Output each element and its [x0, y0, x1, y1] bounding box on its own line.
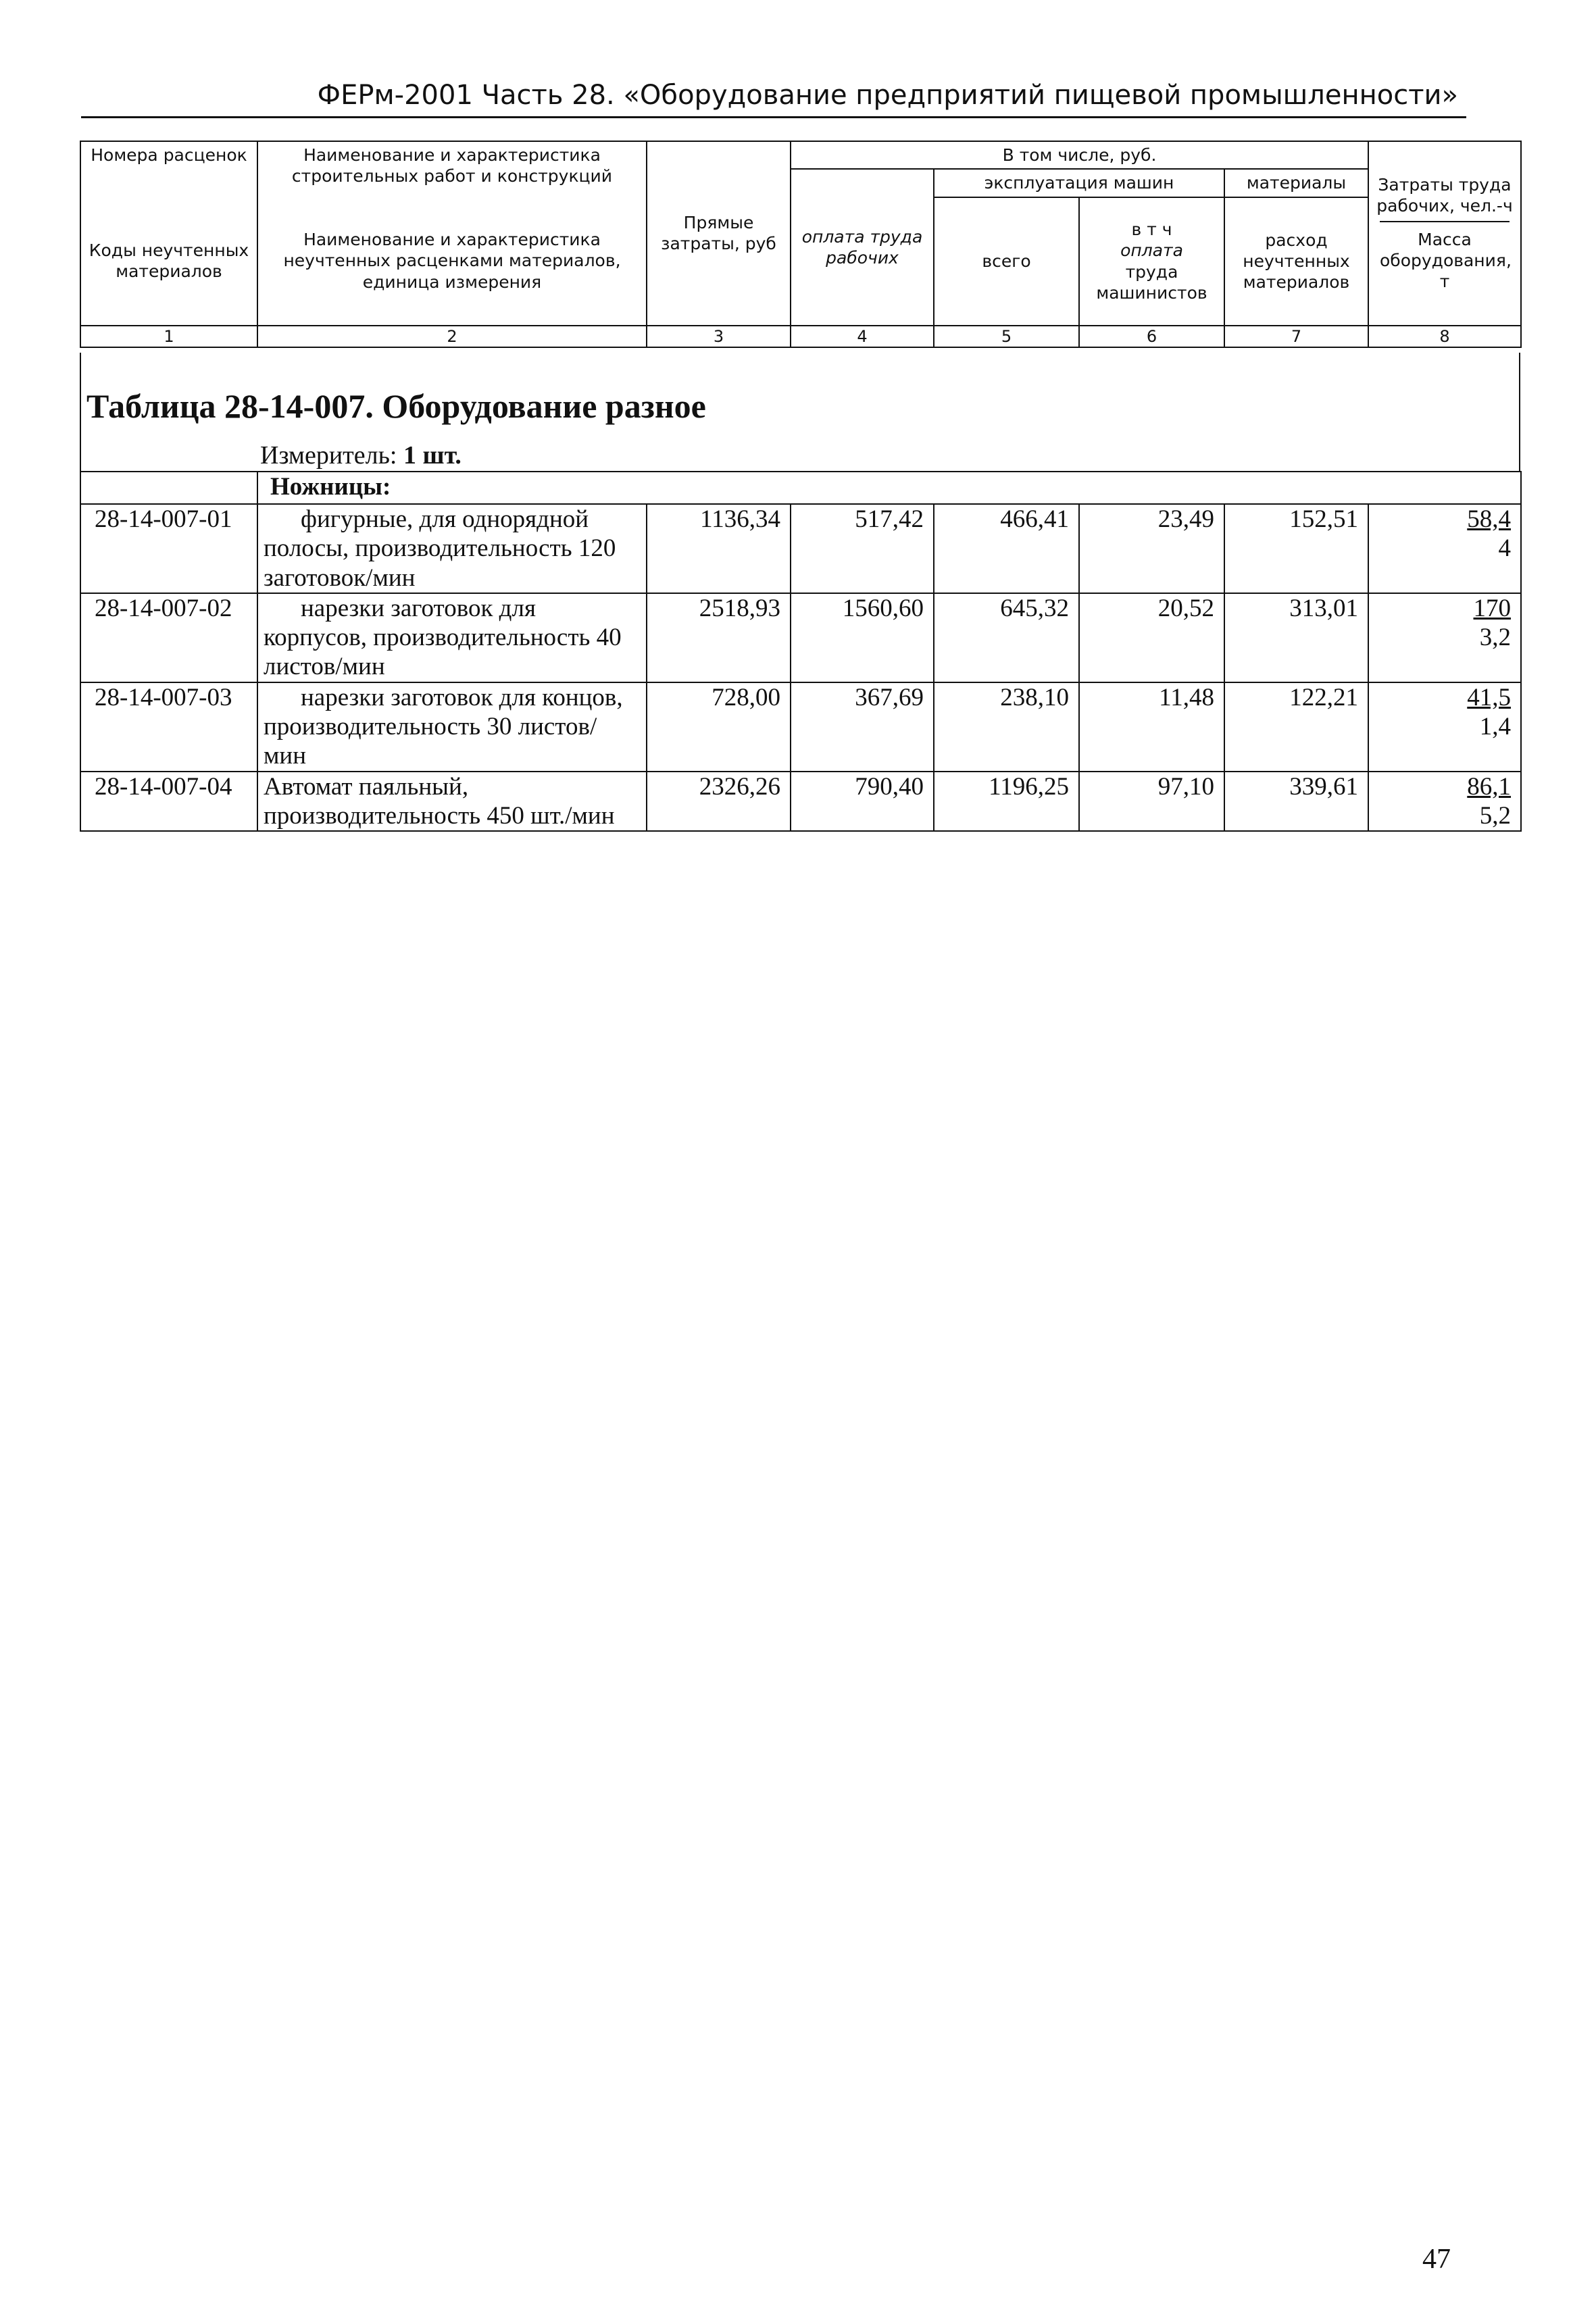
- equipment-mass: 1,4: [1479, 712, 1511, 740]
- operator-pay: 97,10: [1079, 772, 1224, 832]
- column-number: 8: [1368, 326, 1521, 347]
- header-direct-costs: Прямые затраты, руб: [647, 141, 791, 326]
- group-label-text: Ножницы:: [270, 473, 391, 501]
- labor-hours: 86,1: [1467, 772, 1511, 801]
- operator-pay: 11,48: [1079, 682, 1224, 772]
- direct-costs: 2518,93: [647, 593, 791, 682]
- labor-mass-cell: [1368, 772, 1521, 832]
- labor-hours: 58,4: [1467, 505, 1511, 533]
- operator-pay: 23,49: [1079, 504, 1224, 593]
- column-number: 7: [1224, 326, 1368, 347]
- machines-total: 466,41: [934, 504, 1079, 593]
- header-worker-pay: оплата труда рабочих: [791, 169, 934, 325]
- header-materials: материалы: [1224, 169, 1368, 197]
- measure-value: 1 шт.: [403, 441, 462, 470]
- rate-code: 28-14-007-01: [80, 504, 257, 593]
- header-equipment-mass: Масса оборудования, т: [1380, 221, 1510, 293]
- header-operator-pay-b: оплата: [1120, 241, 1183, 261]
- labor-mass-cell: [1368, 593, 1521, 682]
- rate-description: Автомат паяльный, производительность 450 шт./мин: [257, 772, 647, 832]
- page-header: [81, 80, 1466, 118]
- header-material-codes: Коды неучтенных материалов: [80, 197, 257, 326]
- labor-hours: 170: [1473, 594, 1511, 622]
- header-machines-total: всего: [934, 197, 1079, 326]
- rate-description: фигурные, для однорядной полосы, производительность 120 заготовок/мин: [257, 504, 647, 593]
- rate-code: 28-14-007-04: [80, 772, 257, 832]
- rate-code: 28-14-007-03: [80, 682, 257, 772]
- measure-label: Измеритель:: [260, 441, 397, 470]
- machines-total: 1196,25: [934, 772, 1079, 832]
- labor-pay: 1560,60: [791, 593, 934, 682]
- measure-line: [260, 441, 462, 470]
- rate-code: 28-14-007-02: [80, 593, 257, 682]
- materials: 152,51: [1224, 504, 1368, 593]
- header-labor-costs: Затраты труда рабочих, чел.-ч: [1376, 175, 1513, 216]
- direct-costs: 1136,34: [647, 504, 791, 593]
- labor-pay: 367,69: [791, 682, 934, 772]
- table-row: [80, 682, 1521, 772]
- header-material-consumption: расход неучтенных материалов: [1224, 197, 1368, 326]
- rate-description: нарезки заготовок для корпусов, производительность 40 листов/мин: [257, 593, 647, 682]
- header-operator-pay-c: труда машинистов: [1096, 261, 1207, 303]
- direct-costs: 728,00: [647, 682, 791, 772]
- table-row: [80, 593, 1521, 682]
- header-operator-pay: [1079, 197, 1224, 326]
- machines-total: 645,32: [934, 593, 1079, 682]
- materials: 313,01: [1224, 593, 1368, 682]
- page-header-text: ФЕРм-2001 Часть 28. «Оборудование предприятий пищевой промышленности»: [317, 80, 1458, 111]
- group-code-cell: [80, 472, 257, 504]
- header-including: В том числе, руб.: [791, 141, 1368, 169]
- equipment-mass: 4: [1498, 534, 1511, 563]
- header-work-name: Наименование и характеристика строительных работ и конструкций: [257, 141, 647, 197]
- table-row: [80, 504, 1521, 593]
- column-number: 4: [791, 326, 934, 347]
- materials: 122,21: [1224, 682, 1368, 772]
- header-labor-mass: [1368, 141, 1521, 326]
- labor-mass-cell: [1368, 682, 1521, 772]
- machines-total: 238,10: [934, 682, 1079, 772]
- materials: 339,61: [1224, 772, 1368, 832]
- labor-pay: 517,42: [791, 504, 934, 593]
- equipment-mass: 3,2: [1479, 624, 1511, 652]
- section-title: Таблица 28-14-007. Оборудование разное: [86, 387, 706, 425]
- column-number: 6: [1079, 326, 1224, 347]
- labor-mass-cell: [1368, 504, 1521, 593]
- group-label: [257, 472, 1521, 504]
- labor-pay: 790,40: [791, 772, 934, 832]
- column-number: 2: [257, 326, 647, 347]
- column-number: 5: [934, 326, 1079, 347]
- header-operator-pay-a: в т ч: [1131, 220, 1172, 239]
- rate-description: нарезки заготовок для концов, производительность 30 листов/мин: [257, 682, 647, 772]
- equipment-mass: 5,2: [1479, 801, 1511, 830]
- table-row: [80, 772, 1521, 832]
- labor-hours: 41,5: [1467, 683, 1511, 711]
- direct-costs: 2326,26: [647, 772, 791, 832]
- header-material-names: Наименование и характеристика неучтенных расценками материалов, единица измерения: [257, 197, 647, 326]
- header-rate-numbers: Номера расценок: [80, 141, 257, 197]
- header-machine-operation: эксплуатация машин: [934, 169, 1224, 197]
- page-number: 47: [1422, 2244, 1451, 2275]
- rates-table: [80, 471, 1522, 832]
- column-header-table: [80, 141, 1522, 348]
- column-number: 1: [80, 326, 257, 347]
- table-section: [80, 353, 1520, 471]
- operator-pay: 20,52: [1079, 593, 1224, 682]
- column-number: 3: [647, 326, 791, 347]
